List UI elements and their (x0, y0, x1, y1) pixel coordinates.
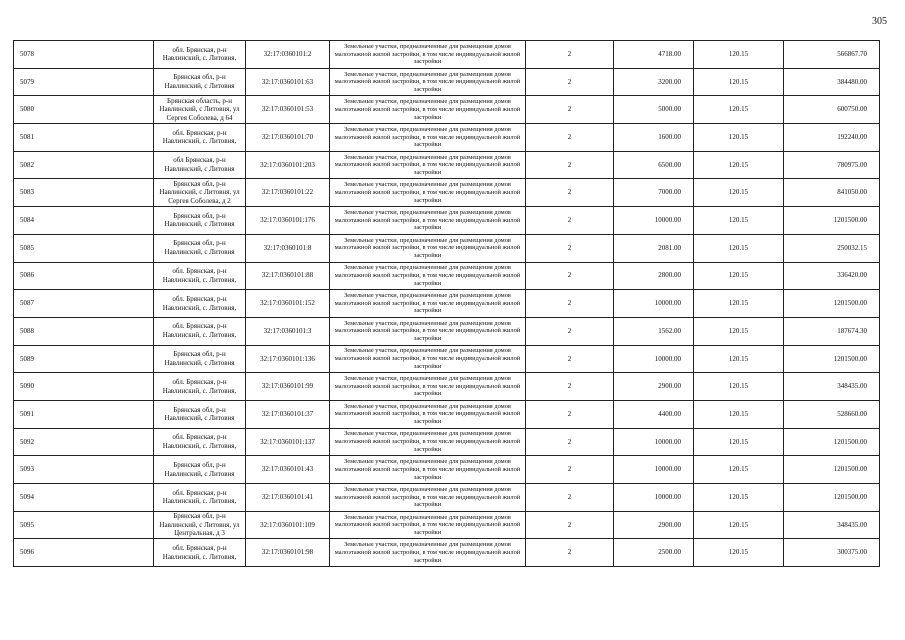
row-group: 2 (526, 428, 614, 456)
row-address: Брянская область, р-н Навлинский, с Литовня, ул Сергея Соболева, д 64 (154, 96, 246, 124)
row-land-purpose: Земельные участки, предназначенные для размещения домов малоэтажной жилой застройки, в том числе индивидуальной жилой застройки (330, 484, 526, 512)
row-cadastral-value: 1201500.00 (784, 207, 880, 235)
row-rate: 120.15 (694, 345, 784, 373)
row-rate: 120.15 (694, 124, 784, 152)
row-land-purpose: Земельные участки, предназначенные для размещения домов малоэтажной жилой застройки, в том числе индивидуальной жилой застройки (330, 400, 526, 428)
row-cadastral-value: 841050.00 (784, 179, 880, 207)
row-address: обл. Брянская, р-н Навлинский, с. Литовня, (154, 262, 246, 290)
row-rate: 120.15 (694, 456, 784, 484)
row-area: 7000.00 (614, 179, 694, 207)
row-cadastral-number: 32:17:0360101:43 (246, 456, 330, 484)
row-land-purpose: Земельные участки, предназначенные для размещения домов малоэтажной жилой застройки, в том числе индивидуальной жилой застройки (330, 317, 526, 345)
row-cadastral-value: 384480.00 (784, 68, 880, 96)
row-cadastral-number: 32:17:0360101:8 (246, 234, 330, 262)
row-cadastral-number: 32:17:0360101:99 (246, 373, 330, 401)
row-rate: 120.15 (694, 96, 784, 124)
page-number: 305 (872, 16, 887, 27)
row-cadastral-number: 32:17:0360101:37 (246, 400, 330, 428)
row-address: обл Брянская, р-н Навлинский, с Литовня (154, 151, 246, 179)
row-land-purpose: Земельные участки, предназначенные для размещения домов малоэтажной жилой застройки, в том числе индивидуальной жилой застройки (330, 290, 526, 318)
table-row (14, 179, 880, 207)
row-address: Брянская обл, р-н Навлинский, с Литовня, ул Сергея Соболева, д 2 (154, 179, 246, 207)
row-rate: 120.15 (694, 68, 784, 96)
row-address: обл. Брянская, р-н Навлинский, с. Литовня, (154, 373, 246, 401)
row-land-purpose: Земельные участки, предназначенные для размещения домов малоэтажной жилой застройки, в том числе индивидуальной жилой застройки (330, 373, 526, 401)
row-cadastral-number: 32:17:0360101:88 (246, 262, 330, 290)
row-rate: 120.15 (694, 262, 784, 290)
row-area: 1600.00 (614, 124, 694, 152)
row-land-purpose: Земельные участки, предназначенные для размещения домов малоэтажной жилой застройки, в том числе индивидуальной жилой застройки (330, 179, 526, 207)
row-cadastral-value: 336420.00 (784, 262, 880, 290)
row-cadastral-number: 32:17:0360101:137 (246, 428, 330, 456)
table-row (14, 207, 880, 235)
row-cadastral-number: 32:17:0360101:70 (246, 124, 330, 152)
row-number: 5091 (14, 400, 154, 428)
row-cadastral-value: 187674.30 (784, 317, 880, 345)
row-group: 2 (526, 124, 614, 152)
row-cadastral-value: 192240.00 (784, 124, 880, 152)
row-area: 10000.00 (614, 484, 694, 512)
row-group: 2 (526, 290, 614, 318)
table-row (14, 539, 880, 567)
row-rate: 120.15 (694, 234, 784, 262)
row-group: 2 (526, 539, 614, 567)
row-number: 5095 (14, 511, 154, 539)
table-row (14, 456, 880, 484)
table-row (14, 317, 880, 345)
table-row (14, 124, 880, 152)
row-cadastral-value: 780975.00 (784, 151, 880, 179)
row-rate: 120.15 (694, 539, 784, 567)
row-area: 4400.00 (614, 400, 694, 428)
row-cadastral-value: 1201500.00 (784, 484, 880, 512)
row-area: 10000.00 (614, 207, 694, 235)
row-area: 2900.00 (614, 511, 694, 539)
row-land-purpose: Земельные участки, предназначенные для размещения домов малоэтажной жилой застройки, в том числе индивидуальной жилой застройки (330, 456, 526, 484)
row-cadastral-number: 32:17:0360101:22 (246, 179, 330, 207)
row-number: 5096 (14, 539, 154, 567)
row-area: 10000.00 (614, 290, 694, 318)
row-number: 5083 (14, 179, 154, 207)
row-land-purpose: Земельные участки, предназначенные для размещения домов малоэтажной жилой застройки, в том числе индивидуальной жилой застройки (330, 68, 526, 96)
row-cadastral-number: 32:17:0360101:109 (246, 511, 330, 539)
table-row (14, 290, 880, 318)
row-area: 10000.00 (614, 456, 694, 484)
row-address: обл. Брянская, р-н Навлинский, с. Литовня, (154, 41, 246, 69)
row-group: 2 (526, 41, 614, 69)
row-address: обл. Брянская, р-н Навлинский, с. Литовня, (154, 428, 246, 456)
row-cadastral-number: 32:17:0360101:2 (246, 41, 330, 69)
row-cadastral-value: 250032.15 (784, 234, 880, 262)
row-land-purpose: Земельные участки, предназначенные для размещения домов малоэтажной жилой застройки, в том числе индивидуальной жилой застройки (330, 124, 526, 152)
row-address: обл. Брянская, р-н Навлинский, с. Литовня, (154, 484, 246, 512)
row-rate: 120.15 (694, 41, 784, 69)
row-land-purpose: Земельные участки, предназначенные для размещения домов малоэтажной жилой застройки, в том числе индивидуальной жилой застройки (330, 234, 526, 262)
row-cadastral-value: 600750.00 (784, 96, 880, 124)
row-number: 5086 (14, 262, 154, 290)
row-address: Брянская обл, р-н Навлинский, с Литовня (154, 400, 246, 428)
table-row (14, 151, 880, 179)
row-cadastral-number: 32:17:0360101:176 (246, 207, 330, 235)
row-address: Брянская обл, р-н Навлинский, с Литовня, ул Центральная, д 3 (154, 511, 246, 539)
row-number: 5079 (14, 68, 154, 96)
row-address: обл. Брянская, р-н Навлинский, с. Литовня, (154, 290, 246, 318)
row-area: 2081.00 (614, 234, 694, 262)
row-area: 3200.00 (614, 68, 694, 96)
row-group: 2 (526, 373, 614, 401)
row-land-purpose: Земельные участки, предназначенные для размещения домов малоэтажной жилой застройки, в том числе индивидуальной жилой застройки (330, 96, 526, 124)
row-address: обл. Брянская, р-н Навлинский, с. Литовня, (154, 124, 246, 152)
row-area: 10000.00 (614, 428, 694, 456)
table-row (14, 96, 880, 124)
row-number: 5081 (14, 124, 154, 152)
row-cadastral-value: 566867.70 (784, 41, 880, 69)
row-area: 10000.00 (614, 345, 694, 373)
row-group: 2 (526, 484, 614, 512)
row-number: 5078 (14, 41, 154, 69)
row-address: Брянская обл, р-н Навлинский, с Литовня (154, 68, 246, 96)
row-group: 2 (526, 345, 614, 373)
row-area: 2900.00 (614, 373, 694, 401)
row-cadastral-number: 32:17:0360101:203 (246, 151, 330, 179)
row-cadastral-value: 528660.00 (784, 400, 880, 428)
row-cadastral-value: 348435.00 (784, 373, 880, 401)
row-rate: 120.15 (694, 428, 784, 456)
row-number: 5082 (14, 151, 154, 179)
row-cadastral-number: 32:17:0360101:41 (246, 484, 330, 512)
row-cadastral-number: 32:17:0360101:63 (246, 68, 330, 96)
row-rate: 120.15 (694, 207, 784, 235)
row-number: 5088 (14, 317, 154, 345)
table-row (14, 400, 880, 428)
row-cadastral-number: 32:17:0360101:136 (246, 345, 330, 373)
row-area: 2500.00 (614, 539, 694, 567)
row-number: 5087 (14, 290, 154, 318)
row-rate: 120.15 (694, 290, 784, 318)
row-cadastral-value: 300375.00 (784, 539, 880, 567)
row-number: 5085 (14, 234, 154, 262)
row-group: 2 (526, 456, 614, 484)
row-group: 2 (526, 262, 614, 290)
table-row (14, 373, 880, 401)
row-number: 5092 (14, 428, 154, 456)
table-row (14, 68, 880, 96)
row-address: Брянская обл, р-н Навлинский, с Литовня (154, 456, 246, 484)
table-row (14, 262, 880, 290)
row-rate: 120.15 (694, 400, 784, 428)
row-address: Брянская обл, р-н Навлинский, с Литовня (154, 207, 246, 235)
row-land-purpose: Земельные участки, предназначенные для размещения домов малоэтажной жилой застройки, в том числе индивидуальной жилой застройки (330, 428, 526, 456)
row-group: 2 (526, 151, 614, 179)
row-number: 5090 (14, 373, 154, 401)
row-rate: 120.15 (694, 511, 784, 539)
row-rate: 120.15 (694, 484, 784, 512)
row-group: 2 (526, 179, 614, 207)
row-land-purpose: Земельные участки, предназначенные для размещения домов малоэтажной жилой застройки, в том числе индивидуальной жилой застройки (330, 262, 526, 290)
row-area: 2800.00 (614, 262, 694, 290)
row-number: 5093 (14, 456, 154, 484)
row-rate: 120.15 (694, 317, 784, 345)
row-cadastral-number: 32:17:0360101:152 (246, 290, 330, 318)
row-address: обл. Брянская, р-н Навлинский, с. Литовня, (154, 317, 246, 345)
row-cadastral-value: 1201500.00 (784, 345, 880, 373)
row-area: 6500.00 (614, 151, 694, 179)
table-row (14, 428, 880, 456)
row-number: 5084 (14, 207, 154, 235)
row-cadastral-number: 32:17:0360101:53 (246, 96, 330, 124)
row-rate: 120.15 (694, 373, 784, 401)
table-row (14, 345, 880, 373)
row-address: обл. Брянская, р-н Навлинский, с. Литовня, (154, 539, 246, 567)
row-land-purpose: Земельные участки, предназначенные для размещения домов малоэтажной жилой застройки, в том числе индивидуальной жилой застройки (330, 539, 526, 567)
row-group: 2 (526, 400, 614, 428)
row-land-purpose: Земельные участки, предназначенные для размещения домов малоэтажной жилой застройки, в том числе индивидуальной жилой застройки (330, 41, 526, 69)
table-body (14, 41, 880, 567)
row-rate: 120.15 (694, 151, 784, 179)
table-row (14, 41, 880, 69)
row-group: 2 (526, 207, 614, 235)
row-group: 2 (526, 234, 614, 262)
row-cadastral-value: 1201500.00 (784, 290, 880, 318)
row-land-purpose: Земельные участки, предназначенные для размещения домов малоэтажной жилой застройки, в том числе индивидуальной жилой застройки (330, 207, 526, 235)
table-row (14, 484, 880, 512)
row-area: 1562.00 (614, 317, 694, 345)
row-land-purpose: Земельные участки, предназначенные для размещения домов малоэтажной жилой застройки, в том числе индивидуальной жилой застройки (330, 151, 526, 179)
row-cadastral-number: 32:17:0360101:98 (246, 539, 330, 567)
row-address: Брянская обл, р-н Навлинский, с Литовня (154, 234, 246, 262)
row-land-purpose: Земельные участки, предназначенные для размещения домов малоэтажной жилой застройки, в том числе индивидуальной жилой застройки (330, 511, 526, 539)
row-number: 5089 (14, 345, 154, 373)
row-area: 4718.00 (614, 41, 694, 69)
table-row (14, 234, 880, 262)
row-cadastral-value: 1201500.00 (784, 456, 880, 484)
row-land-purpose: Земельные участки, предназначенные для размещения домов малоэтажной жилой застройки, в том числе индивидуальной жилой застройки (330, 345, 526, 373)
land-registry-table (13, 40, 880, 567)
row-group: 2 (526, 96, 614, 124)
row-group: 2 (526, 511, 614, 539)
row-number: 5094 (14, 484, 154, 512)
table-row (14, 511, 880, 539)
row-rate: 120.15 (694, 179, 784, 207)
row-area: 5000.00 (614, 96, 694, 124)
row-group: 2 (526, 68, 614, 96)
row-address: Брянская обл, р-н Навлинский, с Литовня (154, 345, 246, 373)
row-number: 5080 (14, 96, 154, 124)
row-group: 2 (526, 317, 614, 345)
row-cadastral-value: 1201500.00 (784, 428, 880, 456)
row-cadastral-value: 348435.00 (784, 511, 880, 539)
row-cadastral-number: 32:17:0360101:3 (246, 317, 330, 345)
